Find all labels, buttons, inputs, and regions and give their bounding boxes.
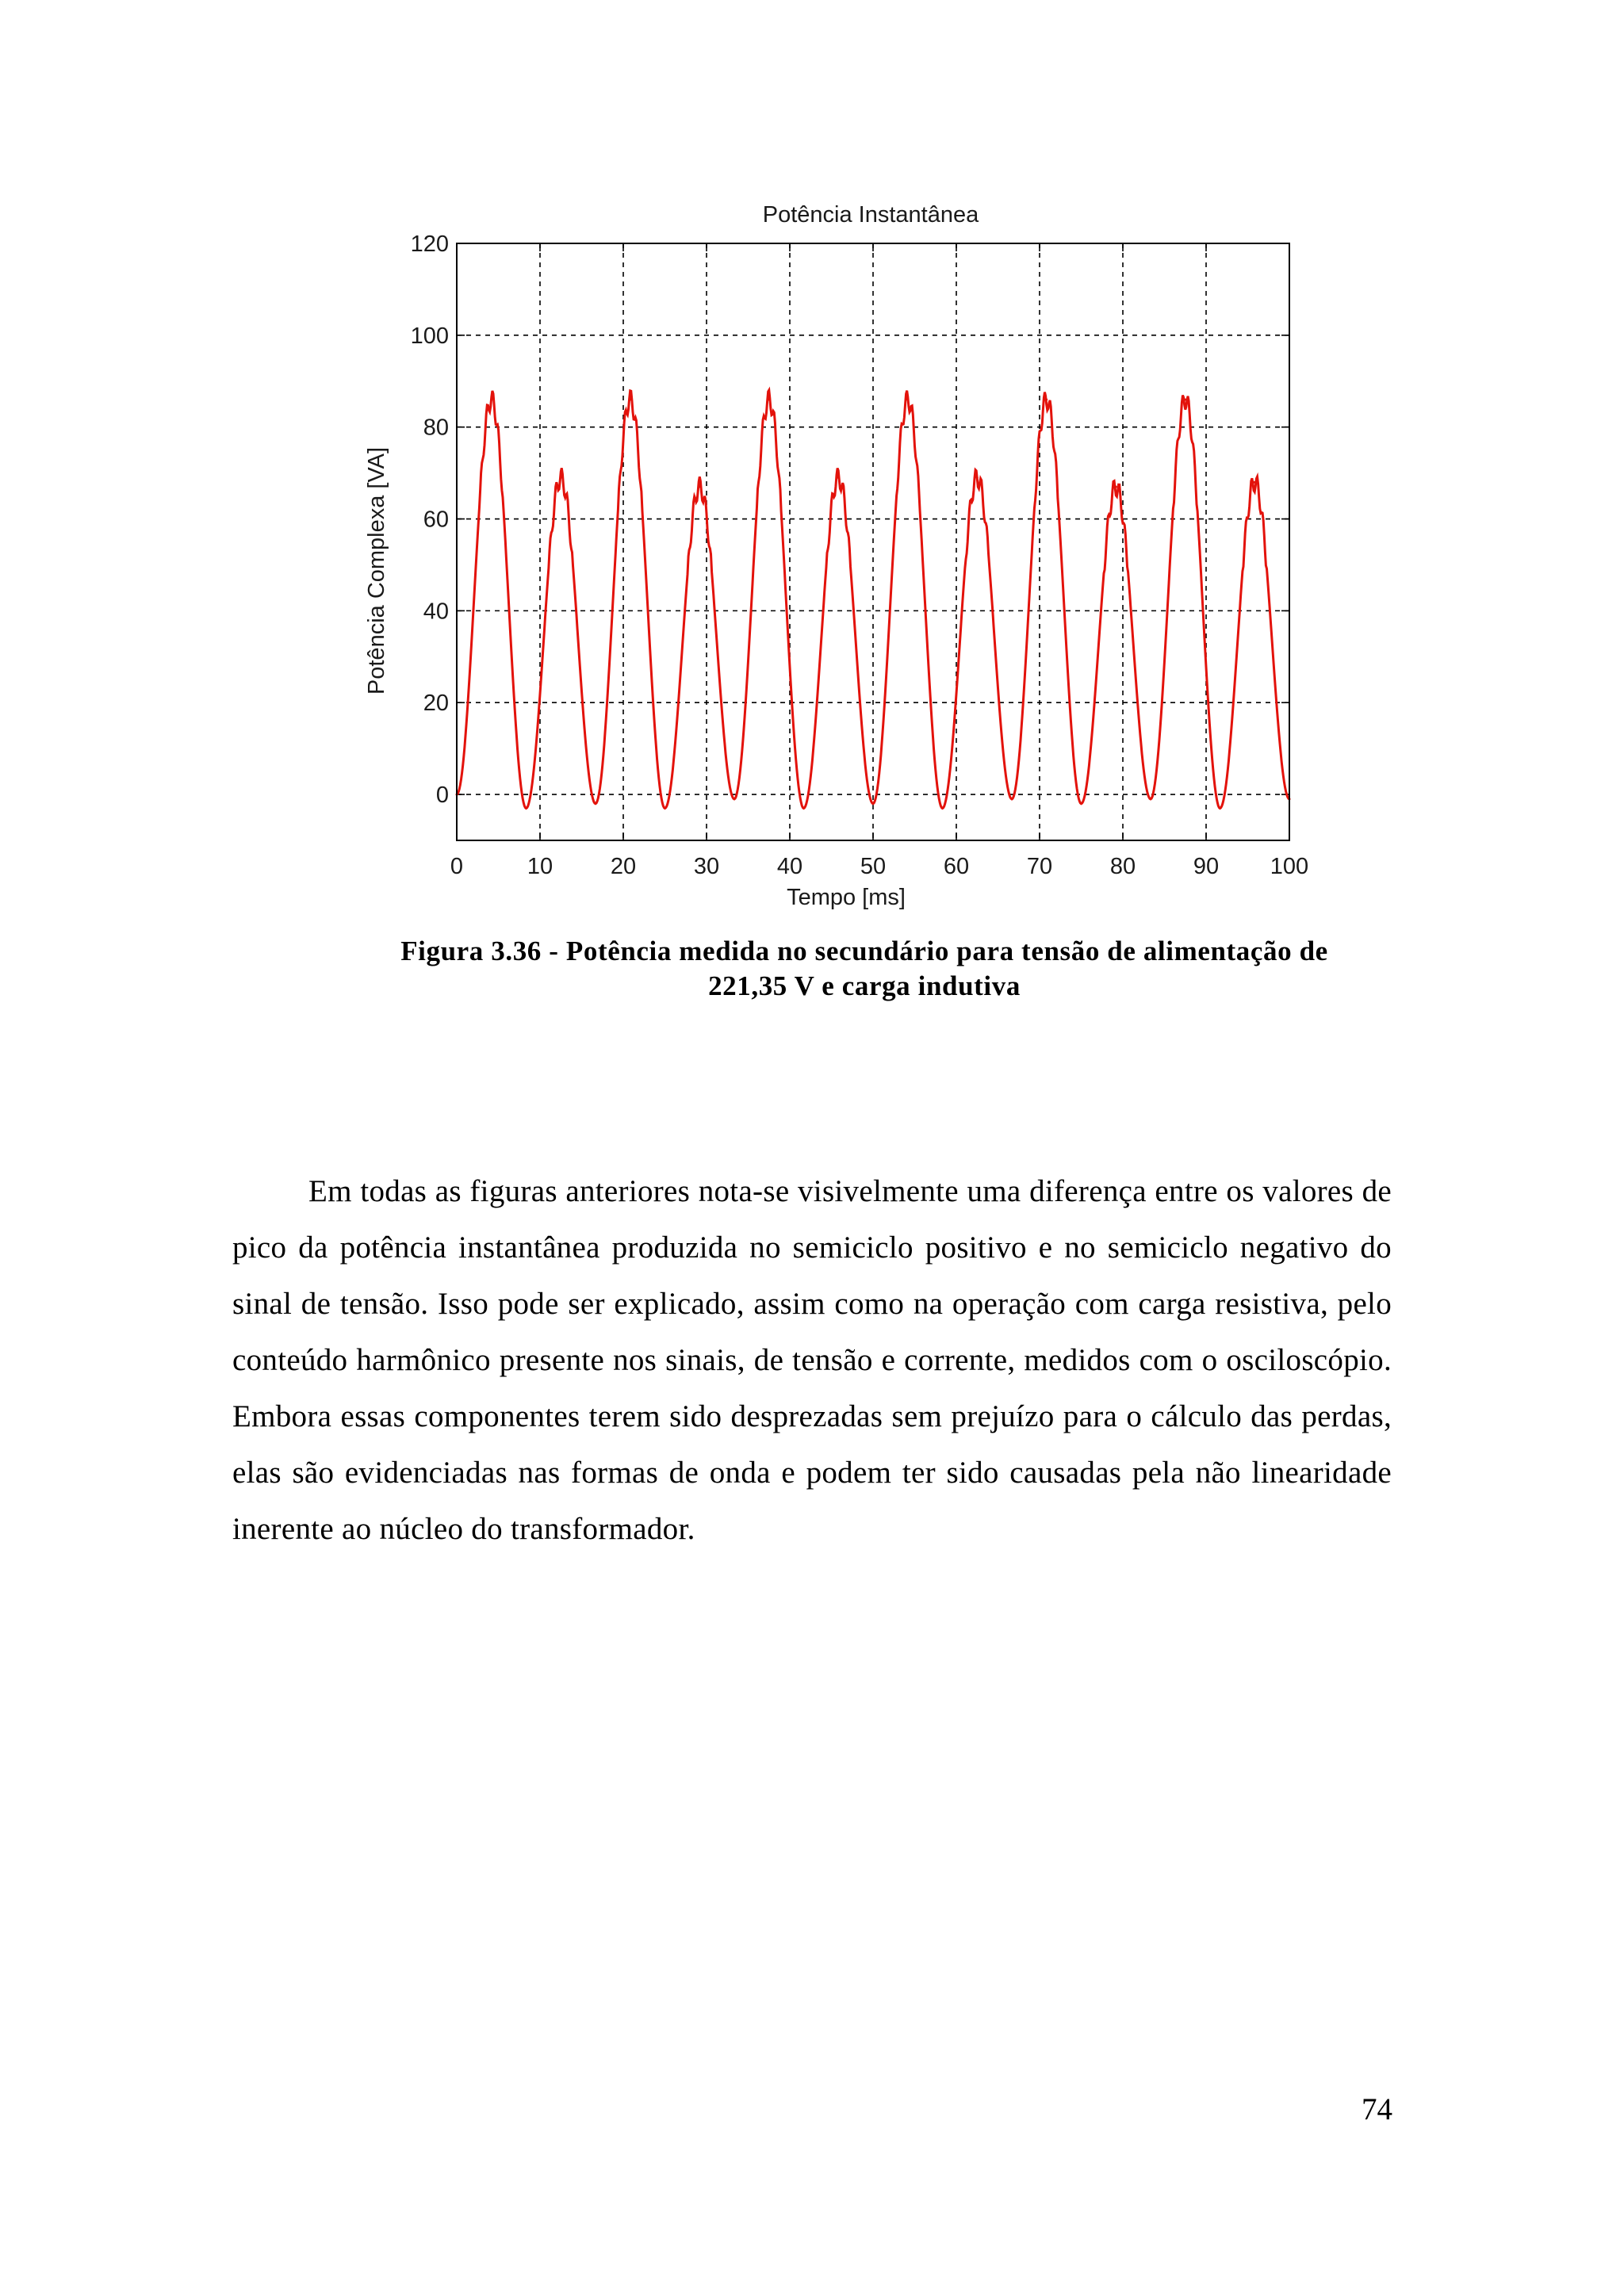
y-tick-label: 60 [423, 507, 449, 533]
caption-line-1: Figura 3.36 - Potência medida no secundário para tensão de alimentação de [400, 936, 1328, 966]
x-tick-label: 0 [450, 854, 464, 879]
x-tick-label: 100 [1270, 854, 1309, 879]
data-point [1011, 798, 1013, 800]
data-point [1219, 807, 1221, 809]
data-point [560, 476, 562, 479]
data-point [490, 398, 492, 400]
data-point [1115, 485, 1117, 488]
y-tick-label: 40 [423, 599, 449, 625]
data-point [1045, 398, 1048, 400]
data-point [1080, 802, 1082, 805]
y-axis-label: Potência Complexa [VA] [364, 446, 389, 695]
data-point [595, 802, 597, 805]
grid [457, 243, 1289, 840]
axis-ticks [411, 232, 1309, 879]
data-point [699, 485, 701, 488]
data-point [906, 398, 909, 400]
chart-title: Potência Instantânea [762, 202, 979, 228]
caption-line-2: 221,35 V e carga indutiva [708, 970, 1021, 1001]
y-tick-label: 80 [423, 415, 449, 441]
data-point [837, 476, 840, 479]
data-point [768, 398, 770, 400]
body-paragraph: Em todas as figuras anteriores nota-se visivelmente uma diferença entre os valores de pico da potência instantânea produzida no semiciclo positivo e no semiciclo negativo do sinal de tensão. Isso pode ser explicado, assim como na operação com carga resistiva, pelo conteúdo harmônico presente nos sinais, de tensão e corrente, medidos com o osciloscópio. Embora essas componentes terem sido desprezadas sem prejuízo para o cálculo das perdas, elas são evidenciadas nas formas de onda e podem ter sido causadas pela não linearidade inerente ao núcleo do transformador. [232, 1174, 1392, 1546]
data-point [976, 476, 979, 479]
data-point [1149, 798, 1151, 800]
data-point [629, 398, 631, 400]
data-point [1184, 398, 1186, 400]
data-point [733, 798, 735, 800]
y-tick-label: 100 [410, 323, 449, 349]
x-tick-label: 20 [610, 854, 637, 879]
x-tick-label: 30 [693, 854, 720, 879]
data-point [872, 802, 875, 805]
data-point [664, 807, 666, 809]
data-point [1254, 481, 1256, 484]
figure-chart [349, 190, 1324, 920]
data-point [941, 807, 944, 809]
y-tick-label: 20 [423, 691, 449, 717]
x-tick-label: 50 [860, 854, 887, 879]
y-tick-label: 0 [435, 783, 449, 809]
page-number: 74 [1362, 2092, 1392, 2126]
data-point [525, 807, 527, 809]
x-axis-label: Tempo [ms] [787, 885, 906, 910]
x-tick-label: 70 [1026, 854, 1053, 879]
x-tick-label: 80 [1109, 854, 1136, 879]
power-chart [349, 190, 1324, 920]
y-tick-label: 120 [410, 232, 449, 257]
data-point [802, 807, 805, 809]
x-tick-label: 60 [943, 854, 970, 879]
x-tick-label: 40 [776, 854, 803, 879]
figure-caption [301, 934, 1427, 1004]
x-tick-label: 10 [527, 854, 553, 879]
x-tick-label: 90 [1193, 854, 1220, 879]
